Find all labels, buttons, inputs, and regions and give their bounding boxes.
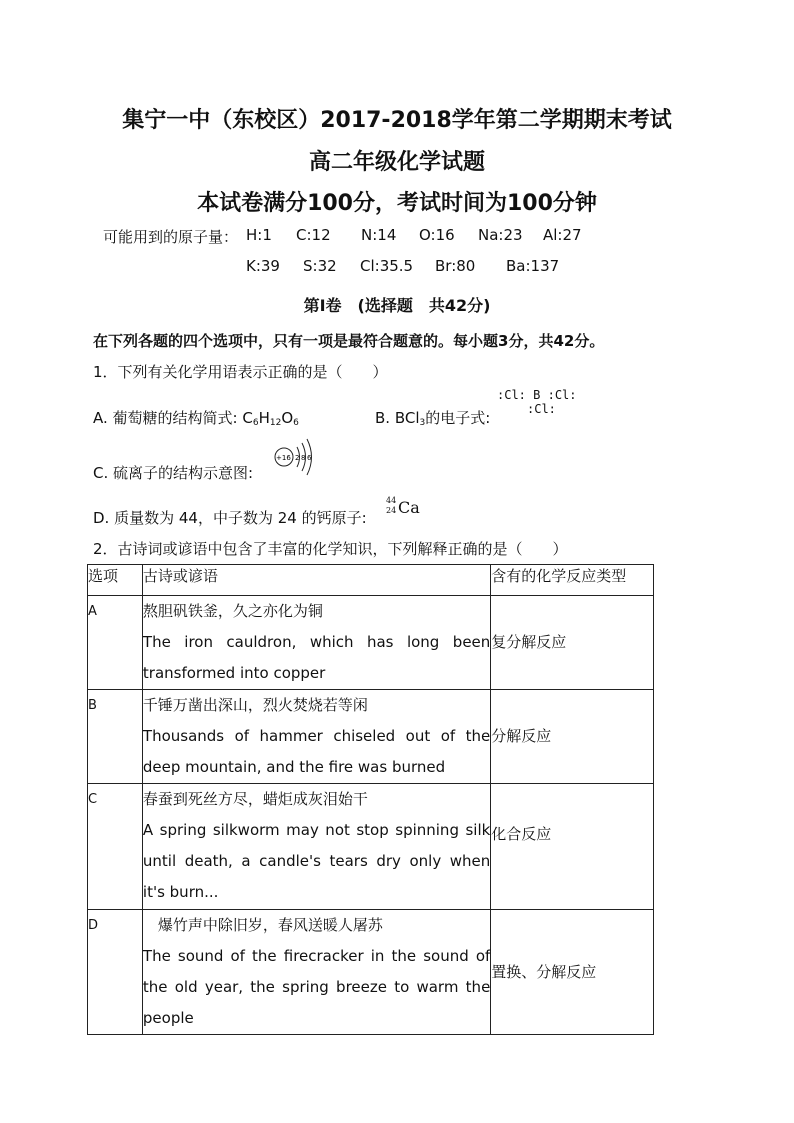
row-option: A [88, 596, 143, 690]
row-option: D [88, 910, 143, 1035]
mass-s: S:32 [303, 257, 337, 275]
table-row [88, 596, 654, 690]
atomic-masses [0, 226, 794, 276]
header-poem: 古诗或谚语 [142, 565, 490, 596]
mass-o: O:16 [419, 226, 455, 244]
poem-english: The iron cauldron, which has long been transformed into copper [142, 633, 491, 682]
q1-stem: 1．下列有关化学用语表示正确的是（ ） [93, 363, 388, 381]
poem-chinese: 千锤万凿出深山，烈火焚烧若等闲 [142, 696, 368, 714]
row-option: B [88, 690, 143, 784]
svg-text:6: 6 [307, 454, 312, 462]
table-header-row [88, 565, 654, 596]
sulfide-ion-diagram [272, 437, 320, 479]
section-title: 第Ⅰ卷 (选择题 共42分) [303, 296, 491, 315]
row-option: C [88, 784, 143, 910]
table-row [88, 910, 654, 1035]
row-reaction-type: 复分解反应 [491, 596, 654, 690]
atomic-masses-label: 可能用到的原子量： [103, 228, 239, 246]
exam-title: 集宁一中（东校区）2017-2018学年第二学期期末考试 [122, 108, 672, 133]
mass-h: H:1 [246, 226, 272, 244]
bcl3-lewis-structure: :Cl: B :Cl: :Cl: [497, 388, 577, 416]
header-reaction-type: 含有的化学反应类型 [491, 565, 654, 596]
mass-br: Br:80 [435, 257, 476, 275]
q2-stem: 2．古诗词或谚语中包含了丰富的化学知识，下列解释正确的是（ ） [93, 540, 568, 558]
row-poem [142, 910, 490, 1035]
calcium-symbol: Ca [398, 498, 420, 517]
poem-chinese: 熬胆矾铁釜，久之亦化为铜 [142, 602, 323, 620]
mass-cl: Cl:35.5 [360, 257, 414, 275]
q1-option-a [93, 407, 299, 428]
row-reaction-type: 化合反应 [491, 784, 654, 910]
q1-option-d: D. 质量数为 44，中子数为 24 的钙原子: [93, 509, 367, 527]
poem-english: The sound of the firecracker in the sound of the old year, the spring breeze to warm the people [142, 947, 491, 1027]
table-row [88, 784, 654, 910]
svg-text:2: 2 [295, 454, 300, 462]
table-row [88, 690, 654, 784]
row-poem [142, 596, 490, 690]
q1-option-b: B. BCl$_3$的电子式: [375, 409, 491, 428]
q1-option-a-text: A. 葡萄糖的结构简式: [93, 409, 243, 427]
svg-text:+16: +16 [276, 454, 291, 462]
exam-info: 本试卷满分100分，考试时间为100分钟 [197, 191, 597, 216]
row-poem [142, 784, 490, 910]
row-reaction-type: 分解反应 [491, 690, 654, 784]
calcium-isotope-notation: 44 24 [386, 496, 397, 515]
q1-option-c: C. 硫离子的结构示意图: [93, 464, 254, 482]
row-reaction-type: 置换、分解反应 [491, 910, 654, 1035]
poem-english: Thousands of hammer chiseled out of the deep mountain, and the fire was burned [142, 727, 491, 776]
poem-english: A spring silkworm may not stop spinning silk until death, a candle's tears dry only when it's burn... [142, 821, 491, 901]
exam-subtitle: 高二年级化学试题 [308, 150, 485, 175]
section-instruction: 在下列各题的四个选项中，只有一项是最符合题意的。每小题3分，共42分。 [93, 332, 605, 350]
mass-c: C:12 [296, 226, 331, 244]
row-poem [142, 690, 490, 784]
poem-chinese: 爆竹声中除旧岁，春风送暖人屠苏 [142, 916, 383, 934]
poem-chinese: 春蚕到死丝方尽，蜡炬成灰泪始干 [142, 790, 368, 808]
mass-al: Al:27 [543, 226, 582, 244]
mass-na: Na:23 [478, 226, 523, 244]
q2-table [87, 564, 654, 1035]
mass-k: K:39 [246, 257, 280, 275]
q1-option-a-formula: $C_6H_{12}O_6$ [242, 409, 299, 428]
svg-text:8: 8 [301, 454, 306, 462]
mass-n: N:14 [361, 226, 397, 244]
header-option: 选项 [88, 565, 143, 596]
mass-ba: Ba:137 [506, 257, 560, 275]
